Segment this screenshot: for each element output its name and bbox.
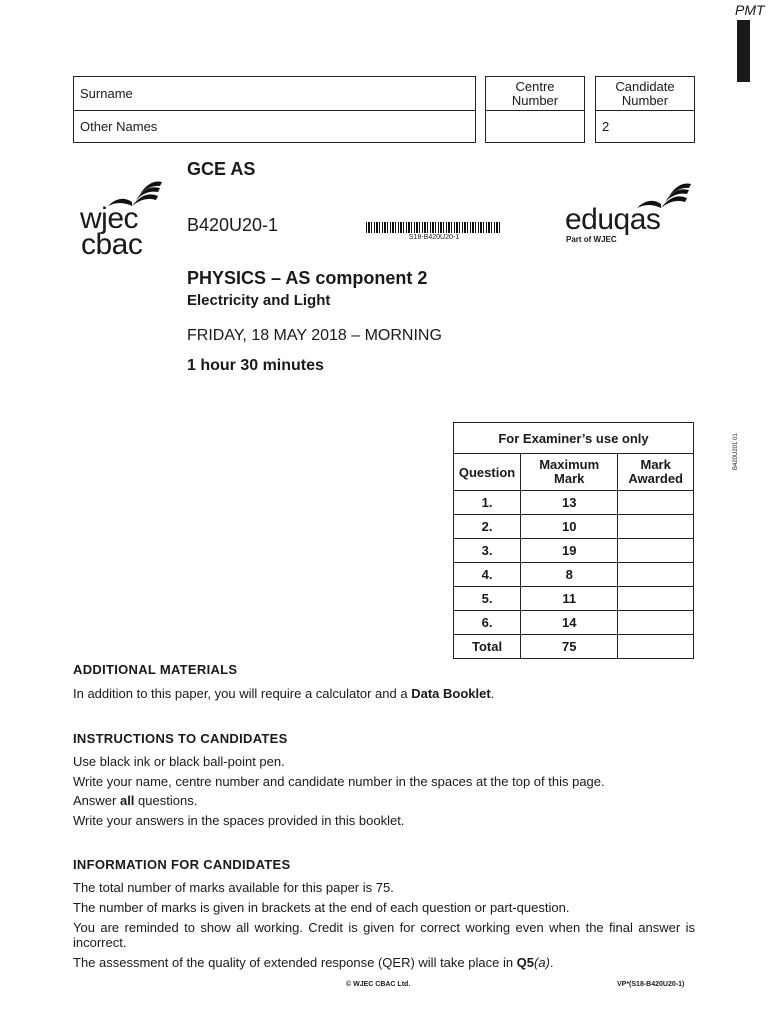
max-mark: 8 xyxy=(521,563,618,587)
question-number: 3. xyxy=(454,539,521,563)
col-question: Question xyxy=(454,454,521,491)
question-number: 4. xyxy=(454,563,521,587)
total-max-mark: 75 xyxy=(521,635,618,659)
mark-awarded-cell[interactable] xyxy=(618,563,694,587)
eduqas-logo xyxy=(565,180,695,250)
eduqas-text: eduqas xyxy=(565,203,661,236)
instruction-line: Use black ink or black ball-point pen. xyxy=(73,754,285,769)
table-row xyxy=(454,515,694,539)
additional-materials-heading: ADDITIONAL MATERIALS xyxy=(73,662,238,677)
centre-number-header xyxy=(485,76,585,111)
q5-text: Q5 xyxy=(516,955,535,970)
instruction-text: questions. xyxy=(134,793,198,808)
candidate-number-value: 2 xyxy=(602,119,610,134)
mark-awarded-cell[interactable] xyxy=(618,539,694,563)
max-mark: 13 xyxy=(521,491,618,515)
table-row xyxy=(454,539,694,563)
table-row xyxy=(454,611,694,635)
instruction-line: Write your answers in the spaces provided in this booklet. xyxy=(73,812,405,828)
additional-materials-text xyxy=(73,684,494,704)
side-code: B420U201 01 xyxy=(733,433,739,470)
col-mark-awarded: Mark Awarded xyxy=(618,454,694,491)
instruction-bold: all xyxy=(119,793,135,808)
table-row xyxy=(454,587,694,611)
surname-field[interactable] xyxy=(73,76,476,111)
information-text-part: The assessment of the quality of extended response (QER) will take place in xyxy=(73,955,517,970)
subject-title: PHYSICS – AS component 2 xyxy=(187,268,428,288)
max-mark: 19 xyxy=(521,539,618,563)
col-max-mark: Maximum Mark xyxy=(521,454,618,491)
information-line xyxy=(73,953,695,973)
instruction-line: Write your name, centre number and candidate number in the spaces at the top of this page. xyxy=(73,773,605,789)
question-number: 1. xyxy=(454,491,521,515)
other-names-label: Other Names xyxy=(80,119,158,134)
centre-number-field[interactable] xyxy=(485,110,585,143)
eduqas-subtext: Part of WJEC xyxy=(566,235,617,244)
instruction-text: Answer xyxy=(73,793,120,808)
instructions-heading: INSTRUCTIONS TO CANDIDATES xyxy=(73,731,288,746)
total-label: Total xyxy=(454,635,521,659)
copyright: © WJEC CBAC Ltd. xyxy=(346,981,411,988)
other-names-field[interactable] xyxy=(73,110,476,143)
data-booklet-text: Data Booklet xyxy=(411,686,491,701)
examiner-table-title: For Examiner’s use only xyxy=(454,423,694,454)
paper-code: B420U20-1 xyxy=(187,215,279,235)
table-row xyxy=(454,563,694,587)
candidate-number-label: Candidate Number xyxy=(615,78,675,108)
information-text-end: . xyxy=(549,955,554,970)
table-row-total xyxy=(454,635,694,659)
information-heading: INFORMATION FOR CANDIDATES xyxy=(73,857,291,872)
question-number: 6. xyxy=(454,611,521,635)
barcode xyxy=(366,222,502,233)
max-mark: 10 xyxy=(521,515,618,539)
instructions-text xyxy=(73,752,695,830)
information-line: You are reminded to show all working. Credit is given for correct working even when the final answer is incorrect. xyxy=(73,920,695,950)
additional-text-end: . xyxy=(490,686,495,701)
table-row xyxy=(454,491,694,515)
exam-duration: 1 hour 30 minutes xyxy=(187,357,324,374)
exam-date: FRIDAY, 18 MAY 2018 – MORNING xyxy=(187,327,442,344)
examiner-table xyxy=(453,422,694,659)
centre-number-label: Centre Number xyxy=(511,78,559,108)
mark-awarded-cell[interactable] xyxy=(618,515,694,539)
information-line: The total number of marks available for this paper is 75. xyxy=(73,880,394,895)
max-mark: 11 xyxy=(521,587,618,611)
candidate-number-field[interactable] xyxy=(595,110,695,143)
cbac-text: cbac xyxy=(81,228,143,261)
question-number: 2. xyxy=(454,515,521,539)
candidate-number-header xyxy=(595,76,695,111)
information-line: The number of marks is given in brackets at the end of each question or part-question. xyxy=(73,899,570,915)
paper-reference: VP*(S18-B420U20-1) xyxy=(617,981,685,988)
barcode-text: S18-B420U20-1 xyxy=(408,234,460,241)
additional-text: In addition to this paper, you will require a calculator and a xyxy=(73,686,412,701)
level-title: GCE AS xyxy=(187,159,256,179)
max-mark: 14 xyxy=(521,611,618,635)
mark-awarded-cell[interactable] xyxy=(618,491,694,515)
surname-label: Surname xyxy=(80,86,133,101)
question-number: 5. xyxy=(454,587,521,611)
information-text xyxy=(73,878,695,973)
page-marker-bar xyxy=(737,20,750,82)
mark-awarded-cell[interactable] xyxy=(618,611,694,635)
instruction-line xyxy=(73,791,695,811)
topic-title: Electricity and Light xyxy=(187,292,331,309)
mark-awarded-cell[interactable] xyxy=(618,587,694,611)
wjec-text: wjec xyxy=(80,202,139,235)
total-awarded-cell[interactable] xyxy=(618,635,694,659)
pmt-label: PMT xyxy=(735,2,765,18)
q5-part-text: (a) xyxy=(534,955,550,970)
